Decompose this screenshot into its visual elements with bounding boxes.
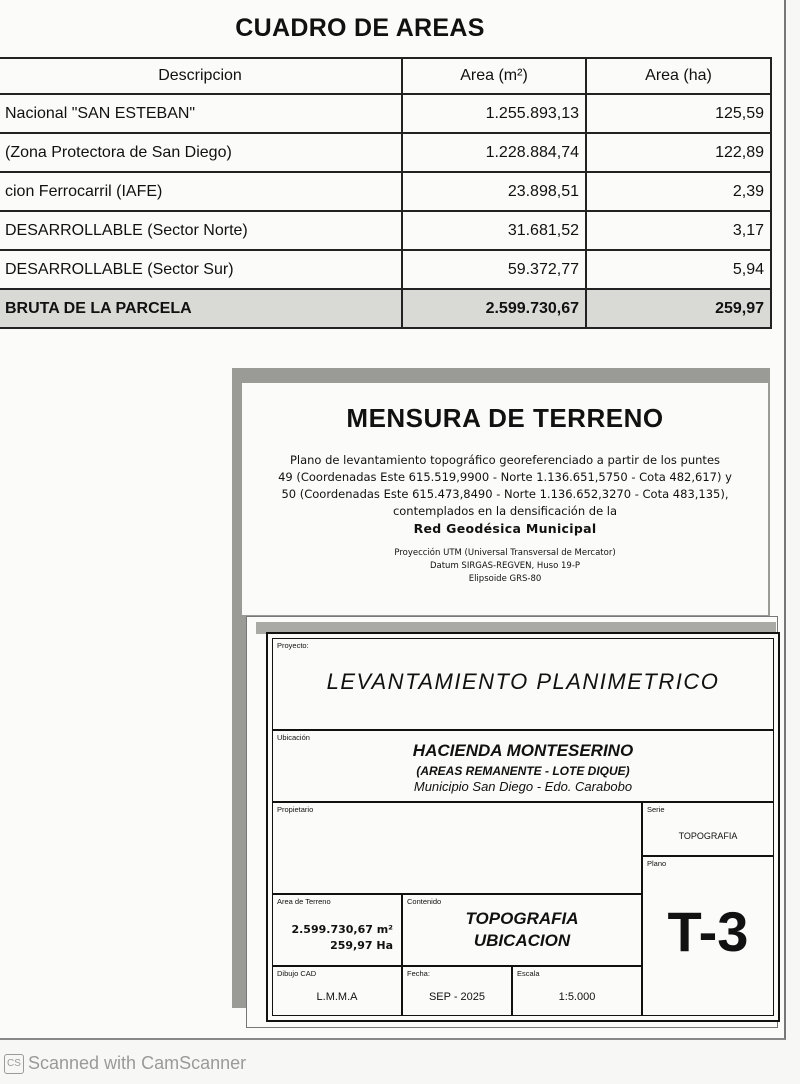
fecha-value: SEP - 2025 (428, 991, 486, 1003)
table-row (0, 250, 771, 289)
escala-label: Escala (517, 969, 540, 978)
survey-title: MENSURA DE TERRENO (346, 403, 664, 433)
plano-number: T-3 (667, 900, 749, 963)
cell-propietario (272, 802, 642, 894)
location-name: HACIENDA MONTESERINO (412, 741, 634, 760)
table-row (0, 172, 771, 211)
survey-line: Plano de levantamiento topográfico georeferenciado a partir de los puntes (289, 453, 721, 467)
header-description: Descripcion (0, 58, 402, 94)
table-row (0, 211, 771, 250)
area-ha-value: 259,97 Ha (330, 939, 393, 952)
project-name: LEVANTAMIENTO PLANIMETRICO (326, 669, 720, 694)
total-description: BRUTA DE LA PARCELA (0, 289, 402, 328)
header-area-ha: Area (ha) (586, 58, 771, 94)
fecha-label: Fecha: (407, 969, 430, 978)
contenido-line2: UBICACION (473, 931, 571, 950)
datum-line: Datum SIRGAS-REGVEN, Huso 19-P (429, 561, 581, 571)
cell-ubicacion (272, 730, 774, 802)
contenido-line1: TOPOGRAFIA (465, 909, 579, 928)
row-description: cion Ferrocarril (IAFE) (0, 172, 402, 211)
table-row (0, 133, 771, 172)
survey-line: 49 (Coordenadas Este 615.519,9900 - Norte 1.136.651,5750 - Cota 482,617) y (278, 470, 732, 484)
cell-plano (642, 856, 774, 1016)
cell-dibujo (272, 966, 402, 1016)
propietario-label: Propietario (277, 805, 314, 814)
dibujo-label: Dibujo CAD (277, 969, 317, 978)
table-header-row (0, 58, 771, 94)
cell-escala (512, 966, 642, 1016)
watermark-text: Scanned with CamScanner (28, 1053, 247, 1073)
cell-contenido (402, 894, 642, 966)
table-total-row (0, 289, 771, 328)
row-area-ha: 122,89 (586, 133, 771, 172)
total-area-m2: 2.599.730,67 (402, 289, 586, 328)
projection-line: Proyección UTM (Universal Transversal de Mercator) (394, 548, 616, 558)
dibujo-value: L.M.M.A (316, 991, 358, 1003)
row-description: Nacional "SAN ESTEBAN" (0, 94, 402, 133)
survey-box (242, 383, 768, 615)
scanner-watermark (4, 1053, 246, 1074)
areas-title: CUADRO DE AREAS (235, 14, 485, 42)
ellipsoid-line: Elipsoide GRS-80 (468, 574, 542, 584)
row-description: (Zona Protectora de San Diego) (0, 133, 402, 172)
contenido-label: Contenido (407, 897, 442, 906)
serie-label: Serie (647, 805, 665, 814)
table-row (0, 94, 771, 133)
title-block (266, 632, 780, 1022)
survey-line: 50 (Coordenadas Este 615.473,8490 - Norte 1.136.652,3270 - Cota 483,135), (281, 487, 729, 501)
location-detail: (AREAS REMANENTE - LOTE DIQUE) (416, 764, 630, 778)
header-area-m2: Area (m²) (402, 58, 586, 94)
serie-value: TOPOGRAFIA (678, 831, 738, 841)
total-area-ha: 259,97 (586, 289, 771, 328)
row-area-m2: 31.681,52 (402, 211, 586, 250)
row-area-ha: 125,59 (586, 94, 771, 133)
cell-serie (642, 802, 774, 856)
row-area-ha: 3,17 (586, 211, 771, 250)
proyecto-label: Proyecto: (277, 641, 309, 650)
camscanner-icon: CS (4, 1054, 24, 1074)
row-area-ha: 5,94 (586, 250, 771, 289)
cell-proyecto (272, 638, 774, 730)
row-area-ha: 2,39 (586, 172, 771, 211)
survey-network-name: Red Geodésica Municipal (413, 521, 597, 536)
location-municipality: Municipio San Diego - Edo. Carabobo (413, 779, 633, 794)
area-m2-value: 2.599.730,67 m² (291, 923, 393, 936)
cell-area-terreno (272, 894, 402, 966)
survey-line: contemplados en la densificación de la (392, 504, 618, 518)
row-area-m2: 1.228.884,74 (402, 133, 586, 172)
areas-table (0, 57, 772, 329)
escala-value: 1:5.000 (558, 991, 596, 1003)
projection-info (242, 547, 768, 586)
cell-fecha (402, 966, 512, 1016)
survey-description (242, 452, 768, 537)
area-label: Area de Terreno (277, 897, 331, 906)
row-area-m2: 1.255.893,13 (402, 94, 586, 133)
row-area-m2: 23.898,51 (402, 172, 586, 211)
ubicacion-label: Ubicación (277, 733, 310, 742)
row-description: DESARROLLABLE (Sector Sur) (0, 250, 402, 289)
plano-label: Plano (647, 859, 667, 868)
row-area-m2: 59.372,77 (402, 250, 586, 289)
row-description: DESARROLLABLE (Sector Norte) (0, 211, 402, 250)
